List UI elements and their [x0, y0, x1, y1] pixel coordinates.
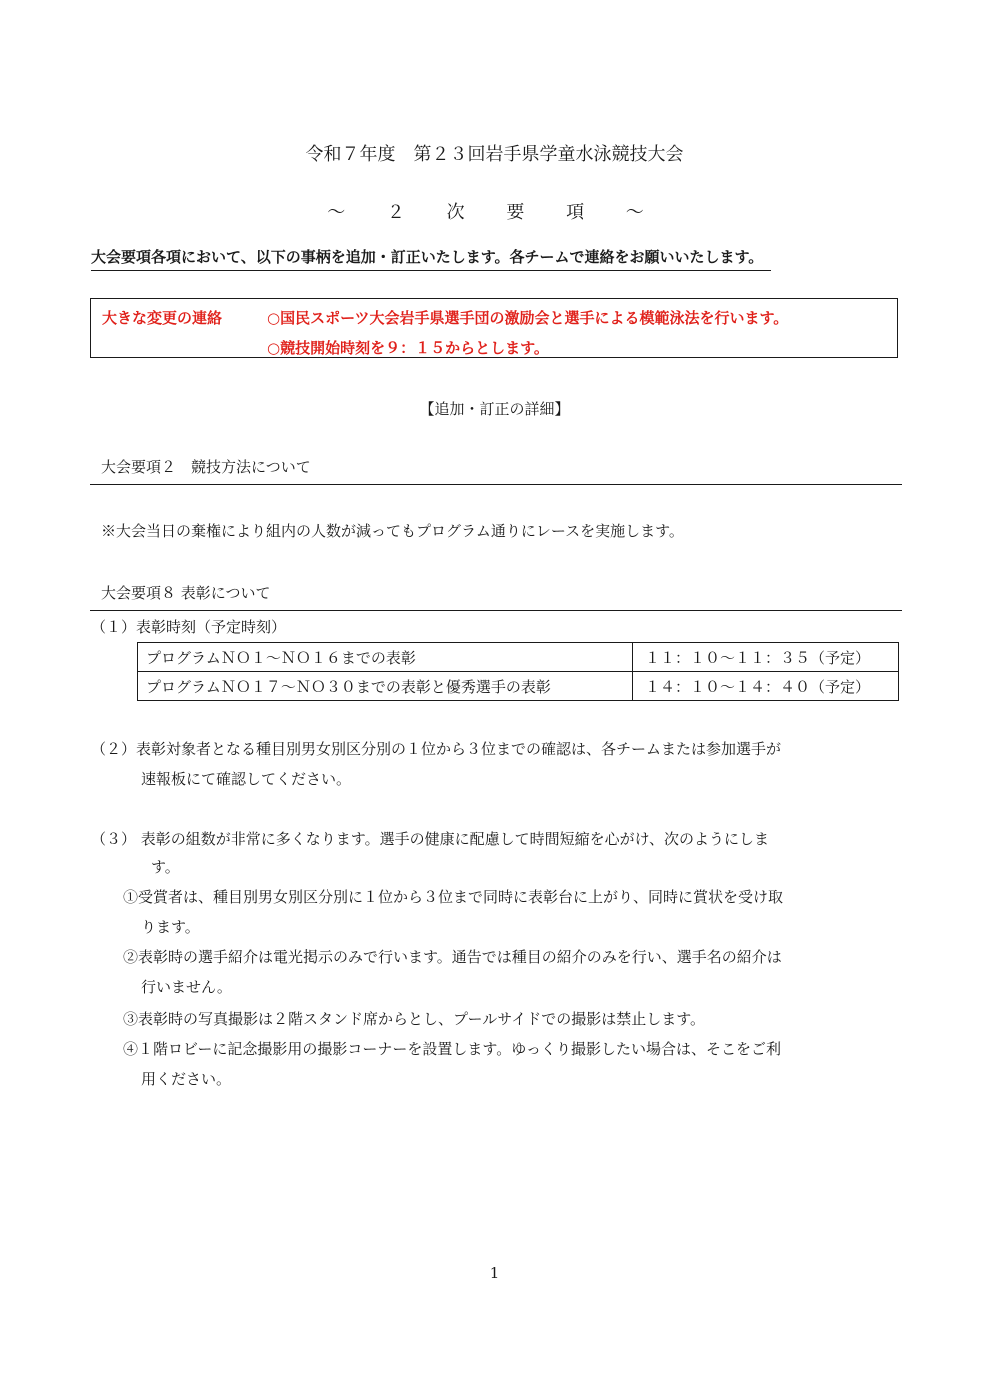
section-8-heading: 大会要項８ 表彰について	[101, 584, 271, 602]
sub-item-3: ③表彰時の写真撮影は２階スタンド席からとし、プールサイドでの撮影は禁止します。	[123, 1010, 706, 1028]
table-row	[138, 643, 899, 672]
award-desc-cell: プログラムＮＯ１７～ＮＯ３０までの表彰と優秀選手の表彰	[138, 672, 633, 701]
award-desc-cell: プログラムＮＯ１～ＮＯ１６までの表彰	[138, 643, 633, 672]
major-change-label: 大きな変更の連絡	[102, 309, 223, 327]
item-3-line-1: （３） 表彰の組数が非常に多くなります。選手の健康に配慮して時間短縮を心がけ、次のようにしま	[91, 830, 769, 848]
major-change-line-1: ○国民スポーツ大会岩手県選手団の激励会と選手による模範泳法を行います。	[267, 309, 789, 327]
section-2-text: ※大会当日の棄権により組内の人数が減ってもプログラム通りにレースを実施します。	[101, 522, 684, 540]
sub-item-4-line-1: ④１階ロビーに記念撮影用の撮影コーナーを設置します。ゆっくり撮影したい場合は、そこをご利	[123, 1040, 782, 1058]
sub-item-2-line-2: 行いません。	[141, 978, 232, 996]
major-change-line-2: ○競技開始時刻を９：１５からとします。	[267, 339, 549, 357]
sub-item-2-line-1: ②表彰時の選手紹介は電光掲示のみで行います。通告では種目の紹介のみを行い、選手名の紹介は	[123, 948, 782, 966]
item-2-line-1: （２）表彰対象者となる種目別男女別区分別の１位から３位までの確認は、各チームまたは参加選手が	[91, 740, 782, 758]
notice-banner: 大会要項各項において、以下の事柄を追加・訂正いたします。各チームで連絡をお願いいたします。	[91, 246, 771, 271]
item-3-line-2: す。	[151, 858, 180, 876]
award-time-heading: （１）表彰時刻（予定時刻）	[91, 618, 287, 636]
award-time-cell: １４：１０～１４：４０（予定）	[633, 672, 899, 701]
document-subtitle: ～ ２ 次 要 項 ～	[327, 202, 662, 223]
award-schedule-table	[137, 642, 899, 701]
details-heading: 【追加・訂正の詳細】	[419, 400, 570, 418]
major-change-box	[90, 298, 898, 358]
section-2-heading: 大会要項２ 競技方法について	[101, 458, 311, 476]
section-2-divider	[90, 484, 902, 485]
sub-item-1-line-1: ①受賞者は、種目別男女別区分別に１位から３位まで同時に表彰台に上がり、同時に賞状を受け取	[123, 888, 784, 906]
award-time-cell: １１：１０～１１：３５（予定）	[633, 643, 899, 672]
page-number: 1	[489, 1264, 500, 1282]
section-8-divider	[90, 610, 902, 611]
table-row	[138, 672, 899, 701]
sub-item-1-line-2: ります。	[141, 918, 200, 936]
item-2-line-2: 速報板にて確認してください。	[141, 770, 352, 788]
document-title: 令和７年度 第２３回岩手県学童水泳競技大会	[305, 144, 684, 165]
sub-item-4-line-2: 用ください。	[141, 1070, 232, 1088]
